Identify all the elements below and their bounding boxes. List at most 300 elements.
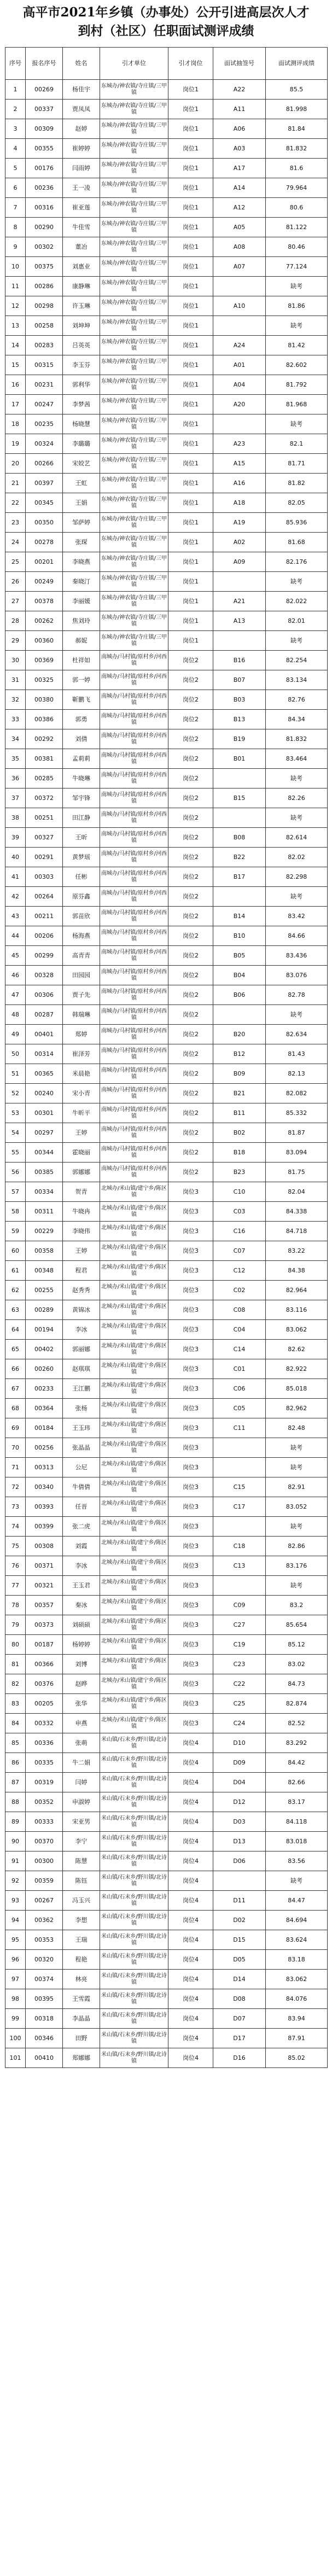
cell-draw-no: C18: [213, 1537, 266, 1556]
cell-name: 杨晓慧: [63, 414, 100, 434]
cell-draw-no: [213, 414, 266, 434]
cell-unit: 东城办/神农镇/寺庄镇/三甲镇: [100, 100, 168, 119]
table-row: [5, 1182, 328, 1202]
cell-score: 缺考: [266, 1438, 328, 1458]
cell-draw-no: C11: [213, 1418, 266, 1438]
cell-unit: 北城办/米山镇/建宁乡/陈区镇: [100, 1241, 168, 1261]
cell-score: 83.094: [266, 1143, 328, 1163]
cell-name: 米晨艳: [63, 1064, 100, 1084]
cell-name: 宋小青: [63, 1084, 100, 1103]
cell-index: 61: [5, 1261, 26, 1281]
table-row: [5, 1674, 328, 1694]
cell-post: 岗位2: [168, 1005, 213, 1025]
table-row: [5, 1477, 328, 1497]
cell-post: 岗位2: [168, 907, 213, 926]
cell-score: 82.614: [266, 828, 328, 848]
cell-score: 83.018: [266, 1832, 328, 1851]
cell-post: 岗位2: [168, 828, 213, 848]
cell-unit: 南城办/马村镇/原村乡/河西镇: [100, 966, 168, 985]
cell-name: 张二虎: [63, 1517, 100, 1537]
table-row: [5, 296, 328, 316]
cell-registration-no: 00358: [26, 1241, 63, 1261]
cell-post: 岗位4: [168, 1911, 213, 1930]
cell-index: 84: [5, 1714, 26, 1733]
cell-name: 秦冰: [63, 1596, 100, 1615]
table-row: [5, 651, 328, 670]
cell-registration-no: 00247: [26, 395, 63, 414]
cell-unit: 北城办/米山镇/建宁乡/陈区镇: [100, 1615, 168, 1635]
cell-name: 黄梦瑶: [63, 848, 100, 867]
cell-unit: 南城办/马村镇/原村乡/河西镇: [100, 1143, 168, 1163]
table-row: [5, 611, 328, 631]
cell-name: 杨海燕: [63, 926, 100, 946]
cell-name: 刘坤坤: [63, 316, 100, 336]
cell-score: 81.122: [266, 218, 328, 237]
cell-unit: 北城办/米山镇/建宁乡/陈区镇: [100, 1477, 168, 1497]
cell-draw-no: A24: [213, 336, 266, 355]
cell-unit: 北城办/米山镇/建宁乡/陈区镇: [100, 1399, 168, 1418]
cell-name: 张琛: [63, 533, 100, 552]
cell-name: 程君: [63, 1261, 100, 1281]
cell-index: 18: [5, 414, 26, 434]
cell-post: 岗位3: [168, 1281, 213, 1300]
cell-registration-no: 00324: [26, 434, 63, 454]
cell-name: 邹宇锋: [63, 788, 100, 808]
cell-score: 缺考: [266, 1871, 328, 1891]
table-row: [5, 710, 328, 729]
cell-index: 19: [5, 434, 26, 454]
cell-post: 岗位3: [168, 1517, 213, 1537]
cell-name: 李冰: [63, 1320, 100, 1340]
cell-draw-no: B18: [213, 1143, 266, 1163]
cell-name: 贾子先: [63, 985, 100, 1005]
cell-index: 43: [5, 907, 26, 926]
cell-registration-no: 00401: [26, 1025, 63, 1044]
cell-score: 83.134: [266, 670, 328, 690]
table-row: [5, 1635, 328, 1655]
cell-registration-no: 00410: [26, 2048, 63, 2068]
cell-draw-no: A09: [213, 552, 266, 572]
cell-name: 王玉玮: [63, 1418, 100, 1438]
cell-post: 岗位3: [168, 1261, 213, 1281]
cell-score: 83.02: [266, 1655, 328, 1674]
cell-index: 32: [5, 690, 26, 710]
cell-name: 郭利华: [63, 375, 100, 395]
cell-name: 闫婷: [63, 1773, 100, 1792]
cell-post: 岗位3: [168, 1438, 213, 1458]
cell-post: 岗位2: [168, 1044, 213, 1064]
cell-name: 崔亚莲: [63, 198, 100, 218]
cell-draw-no: [213, 1438, 266, 1458]
cell-unit: 北城办/米山镇/建宁乡/陈区镇: [100, 1418, 168, 1438]
cell-unit: 米山镇/石末乡/野川镇/北诗镇: [100, 1911, 168, 1930]
cell-index: 57: [5, 1182, 26, 1202]
cell-name: 张杨: [63, 1399, 100, 1418]
cell-registration-no: 00357: [26, 1596, 63, 1615]
cell-score: 缺考: [266, 414, 328, 434]
table-row: [5, 1832, 328, 1851]
cell-score: 82.602: [266, 355, 328, 375]
cell-post: 岗位2: [168, 729, 213, 749]
cell-unit: 米山镇/石末乡/野川镇/北诗镇: [100, 1832, 168, 1851]
table-row: [5, 80, 328, 100]
cell-draw-no: [213, 277, 266, 296]
cell-index: 74: [5, 1517, 26, 1537]
cell-post: 岗位2: [168, 670, 213, 690]
table-row: [5, 493, 328, 513]
cell-draw-no: B09: [213, 1064, 266, 1084]
cell-registration-no: 00302: [26, 237, 63, 257]
cell-index: 64: [5, 1320, 26, 1340]
cell-registration-no: 00380: [26, 690, 63, 710]
cell-unit: 南城办/马村镇/原村乡/河西镇: [100, 1163, 168, 1182]
cell-unit: 南城办/马村镇/原村乡/河西镇: [100, 926, 168, 946]
cell-index: 9: [5, 237, 26, 257]
cell-name: 郑娜娜: [63, 2048, 100, 2068]
cell-unit: 米山镇/石末乡/野川镇/北诗镇: [100, 2029, 168, 2048]
cell-name: 任彬: [63, 867, 100, 887]
cell-draw-no: D11: [213, 1891, 266, 1911]
cell-post: 岗位4: [168, 1871, 213, 1891]
header-score: 面试测评成绩: [266, 48, 328, 80]
cell-post: 岗位4: [168, 2009, 213, 2029]
cell-draw-no: C04: [213, 1320, 266, 1340]
cell-unit: 北城办/米山镇/建宁乡/陈区镇: [100, 1320, 168, 1340]
cell-registration-no: 00297: [26, 1123, 63, 1143]
cell-unit: 北城办/米山镇/建宁乡/陈区镇: [100, 1222, 168, 1241]
cell-draw-no: D06: [213, 1851, 266, 1871]
cell-registration-no: 00249: [26, 572, 63, 592]
cell-registration-no: 00335: [26, 1753, 63, 1773]
cell-unit: 南城办/马村镇/原村乡/河西镇: [100, 946, 168, 966]
cell-index: 90: [5, 1832, 26, 1851]
cell-post: 岗位2: [168, 651, 213, 670]
table-row: [5, 375, 328, 395]
cell-name: 刘倩: [63, 729, 100, 749]
cell-score: 82.04: [266, 1182, 328, 1202]
cell-registration-no: 00235: [26, 414, 63, 434]
cell-name: 焦刘玲: [63, 611, 100, 631]
cell-unit: 米山镇/石末乡/野川镇/北诗镇: [100, 1733, 168, 1753]
cell-draw-no: C09: [213, 1596, 266, 1615]
table-row: [5, 1084, 328, 1103]
table-row: [5, 1379, 328, 1399]
cell-index: 5: [5, 159, 26, 178]
cell-unit: 北城办/米山镇/建宁乡/陈区镇: [100, 1674, 168, 1694]
cell-unit: 南城办/马村镇/原村乡/河西镇: [100, 1044, 168, 1064]
cell-registration-no: 00393: [26, 1497, 63, 1517]
cell-name: 陈钰: [63, 1871, 100, 1891]
cell-name: 刘博: [63, 1655, 100, 1674]
table-row: [5, 572, 328, 592]
cell-draw-no: C03: [213, 1202, 266, 1222]
cell-score: 缺考: [266, 631, 328, 651]
cell-score: 83.062: [266, 1320, 328, 1340]
cell-score: 83.94: [266, 2009, 328, 2029]
cell-post: 岗位1: [168, 178, 213, 198]
cell-index: 41: [5, 867, 26, 887]
cell-registration-no: 00373: [26, 1615, 63, 1635]
cell-name: 孟莉莉: [63, 749, 100, 769]
cell-draw-no: C12: [213, 1261, 266, 1281]
cell-draw-no: B11: [213, 1103, 266, 1123]
cell-unit: 北城办/米山镇/建宁乡/陈区镇: [100, 1596, 168, 1615]
table-row: [5, 1596, 328, 1615]
cell-index: 87: [5, 1773, 26, 1792]
cell-score: 84.66: [266, 926, 328, 946]
cell-name: 王婷: [63, 1241, 100, 1261]
cell-name: 康静琳: [63, 277, 100, 296]
cell-unit: 米山镇/石末乡/野川镇/北诗镇: [100, 2048, 168, 2068]
cell-index: 58: [5, 1202, 26, 1222]
cell-registration-no: 00327: [26, 828, 63, 848]
cell-registration-no: 00262: [26, 611, 63, 631]
cell-draw-no: A02: [213, 533, 266, 552]
cell-unit: 北城办/米山镇/建宁乡/陈区镇: [100, 1517, 168, 1537]
cell-post: 岗位4: [168, 1851, 213, 1871]
header-index: 序号: [5, 48, 26, 80]
cell-post: 岗位3: [168, 1458, 213, 1477]
cell-post: 岗位2: [168, 1123, 213, 1143]
cell-index: 51: [5, 1064, 26, 1084]
cell-name: 李冰: [63, 1556, 100, 1576]
cell-score: 83.052: [266, 1497, 328, 1517]
results-table: [5, 47, 328, 2068]
cell-score: 82.176: [266, 552, 328, 572]
cell-post: 岗位2: [168, 1084, 213, 1103]
header-registration-no: 报名序号: [26, 48, 63, 80]
cell-post: 岗位3: [168, 1674, 213, 1694]
cell-unit: 米山镇/石末乡/野川镇/北诗镇: [100, 1851, 168, 1871]
cell-registration-no: 00205: [26, 1694, 63, 1714]
table-row: [5, 2029, 328, 2048]
cell-draw-no: A06: [213, 119, 266, 139]
cell-draw-no: D12: [213, 1792, 266, 1812]
table-row: [5, 533, 328, 552]
cell-post: 岗位4: [168, 1832, 213, 1851]
cell-draw-no: C10: [213, 1182, 266, 1202]
cell-score: 82.78: [266, 985, 328, 1005]
cell-name: 李梦茜: [63, 395, 100, 414]
cell-name: 郭娜娜: [63, 1163, 100, 1182]
table-row: [5, 1694, 328, 1714]
table-row: [5, 139, 328, 159]
table-row: [5, 729, 328, 749]
cell-name: 原芬鑫: [63, 887, 100, 907]
cell-post: 岗位2: [168, 1025, 213, 1044]
table-row: [5, 1143, 328, 1163]
cell-name: 王娟: [63, 493, 100, 513]
cell-index: 94: [5, 1911, 26, 1930]
cell-draw-no: D14: [213, 1970, 266, 1989]
cell-index: 85: [5, 1733, 26, 1753]
cell-index: 52: [5, 1084, 26, 1103]
cell-index: 71: [5, 1458, 26, 1477]
cell-name: 王雪霞: [63, 1989, 100, 2009]
cell-post: 岗位4: [168, 1950, 213, 1970]
cell-score: 82.022: [266, 592, 328, 611]
cell-index: 25: [5, 552, 26, 572]
cell-name: 王玉君: [63, 1576, 100, 1596]
cell-draw-no: B07: [213, 670, 266, 690]
cell-score: 83.2: [266, 1596, 328, 1615]
cell-draw-no: C23: [213, 1655, 266, 1674]
cell-score: 82.66: [266, 1773, 328, 1792]
cell-draw-no: C22: [213, 1674, 266, 1694]
cell-registration-no: 00240: [26, 1084, 63, 1103]
cell-name: 赵婷: [63, 119, 100, 139]
cell-post: 岗位2: [168, 1064, 213, 1084]
cell-post: 岗位2: [168, 1163, 213, 1182]
cell-post: 岗位3: [168, 1576, 213, 1596]
cell-registration-no: 00315: [26, 355, 63, 375]
cell-post: 岗位3: [168, 1714, 213, 1733]
table-row: [5, 1202, 328, 1222]
cell-unit: 东城办/神农镇/寺庄镇/三甲镇: [100, 355, 168, 375]
cell-draw-no: D13: [213, 1832, 266, 1851]
cell-index: 37: [5, 788, 26, 808]
cell-score: 83.42: [266, 907, 328, 926]
cell-index: 42: [5, 887, 26, 907]
cell-registration-no: 00376: [26, 1674, 63, 1694]
cell-registration-no: 00336: [26, 1733, 63, 1753]
cell-unit: 南城办/马村镇/原村乡/河西镇: [100, 729, 168, 749]
cell-unit: 南城办/马村镇/原村乡/河西镇: [100, 1064, 168, 1084]
table-row: [5, 119, 328, 139]
cell-draw-no: B08: [213, 828, 266, 848]
cell-post: 岗位2: [168, 926, 213, 946]
table-row: [5, 966, 328, 985]
cell-score: 81.82: [266, 474, 328, 493]
cell-unit: 东城办/神农镇/寺庄镇/三甲镇: [100, 119, 168, 139]
cell-registration-no: 00313: [26, 1458, 63, 1477]
cell-score: 85.12: [266, 1635, 328, 1655]
cell-unit: 南城办/马村镇/原村乡/河西镇: [100, 651, 168, 670]
cell-registration-no: 00372: [26, 788, 63, 808]
cell-unit: 东城办/神农镇/寺庄镇/三甲镇: [100, 474, 168, 493]
cell-name: 郭苗欣: [63, 907, 100, 926]
cell-post: 岗位1: [168, 592, 213, 611]
cell-registration-no: 00321: [26, 1576, 63, 1596]
cell-name: 董冶: [63, 237, 100, 257]
cell-draw-no: C07: [213, 1241, 266, 1261]
cell-score: 82.76: [266, 690, 328, 710]
cell-registration-no: 00348: [26, 1261, 63, 1281]
cell-name: 崔婷婷: [63, 139, 100, 159]
cell-score: 84.42: [266, 1753, 328, 1773]
cell-index: 75: [5, 1537, 26, 1556]
table-row: [5, 1989, 328, 2009]
table-row: [5, 218, 328, 237]
cell-registration-no: 00350: [26, 513, 63, 533]
cell-name: 申淑婷: [63, 1792, 100, 1812]
cell-registration-no: 00176: [26, 159, 63, 178]
cell-name: 郭一婷: [63, 670, 100, 690]
cell-registration-no: 00236: [26, 178, 63, 198]
cell-registration-no: 00286: [26, 277, 63, 296]
cell-index: 36: [5, 769, 26, 788]
cell-name: 李丽媛: [63, 592, 100, 611]
cell-index: 79: [5, 1615, 26, 1635]
cell-registration-no: 00278: [26, 533, 63, 552]
cell-index: 83: [5, 1694, 26, 1714]
cell-name: 李宁: [63, 1832, 100, 1851]
cell-draw-no: A01: [213, 355, 266, 375]
cell-unit: 米山镇/石末乡/野川镇/北诗镇: [100, 1970, 168, 1989]
table-row: [5, 1950, 328, 1970]
cell-registration-no: 00229: [26, 1222, 63, 1241]
table-row: [5, 336, 328, 355]
cell-post: 岗位1: [168, 493, 213, 513]
cell-post: 岗位3: [168, 1379, 213, 1399]
cell-draw-no: C06: [213, 1379, 266, 1399]
cell-index: 86: [5, 1753, 26, 1773]
cell-post: 岗位1: [168, 552, 213, 572]
cell-score: 81.998: [266, 100, 328, 119]
cell-score: 81.84: [266, 119, 328, 139]
cell-registration-no: 00328: [26, 966, 63, 985]
cell-draw-no: C02: [213, 1281, 266, 1300]
cell-score: 84.718: [266, 1222, 328, 1241]
table-row: [5, 1615, 328, 1635]
cell-draw-no: [213, 1458, 266, 1477]
cell-registration-no: 00285: [26, 769, 63, 788]
cell-index: 56: [5, 1163, 26, 1182]
table-row: [5, 1851, 328, 1871]
cell-unit: 南城办/马村镇/原村乡/河西镇: [100, 828, 168, 848]
cell-post: 岗位1: [168, 80, 213, 100]
cell-unit: 北城办/米山镇/建宁乡/陈区镇: [100, 1497, 168, 1517]
cell-registration-no: 00256: [26, 1438, 63, 1458]
cell-post: 岗位3: [168, 1399, 213, 1418]
cell-name: 郝妮: [63, 631, 100, 651]
table-row: [5, 395, 328, 414]
cell-registration-no: 00314: [26, 1044, 63, 1064]
cell-post: 岗位1: [168, 218, 213, 237]
table-row: [5, 1970, 328, 1989]
cell-name: 牛倩倩: [63, 1477, 100, 1497]
cell-unit: 东城办/神农镇/寺庄镇/三甲镇: [100, 257, 168, 277]
cell-post: 岗位2: [168, 1143, 213, 1163]
cell-draw-no: D15: [213, 1930, 266, 1950]
cell-unit: 北城办/米山镇/建宁乡/陈区镇: [100, 1438, 168, 1458]
table-row: [5, 1911, 328, 1930]
cell-post: 岗位1: [168, 414, 213, 434]
cell-draw-no: B01: [213, 749, 266, 769]
cell-unit: 北城办/米山镇/建宁乡/陈区镇: [100, 1694, 168, 1714]
cell-draw-no: B10: [213, 926, 266, 946]
cell-index: 91: [5, 1851, 26, 1871]
cell-registration-no: 00301: [26, 1103, 63, 1123]
cell-index: 33: [5, 710, 26, 729]
cell-index: 47: [5, 985, 26, 1005]
cell-index: 6: [5, 178, 26, 198]
cell-draw-no: A18: [213, 493, 266, 513]
cell-draw-no: C27: [213, 1615, 266, 1635]
cell-unit: 东城办/神农镇/寺庄镇/三甲镇: [100, 80, 168, 100]
cell-draw-no: A14: [213, 178, 266, 198]
cell-name: 李晓燕: [63, 552, 100, 572]
cell-name: 张华: [63, 1694, 100, 1714]
cell-registration-no: 00201: [26, 552, 63, 572]
cell-draw-no: B20: [213, 1025, 266, 1044]
cell-unit: 东城办/神农镇/寺庄镇/三甲镇: [100, 434, 168, 454]
cell-index: 60: [5, 1241, 26, 1261]
cell-index: 29: [5, 631, 26, 651]
cell-score: 82.86: [266, 1537, 328, 1556]
cell-draw-no: A10: [213, 296, 266, 316]
cell-name: 秦晓汀: [63, 572, 100, 592]
